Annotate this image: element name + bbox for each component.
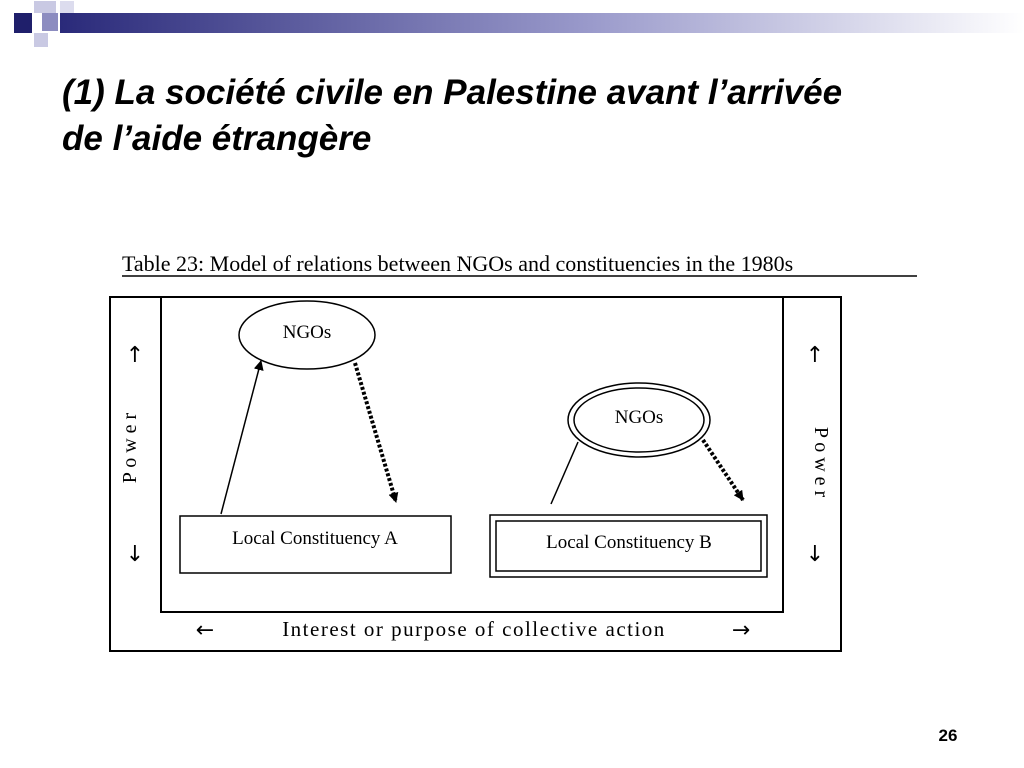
power-left-up-arrow: ↑ (125, 343, 145, 368)
power-left-down-arrow: ↓ (125, 542, 145, 567)
power-right-label: P o w e r (810, 426, 832, 498)
slide-title-line-2: de l’aide étrangère (62, 119, 372, 158)
dotted-arrow-a (355, 363, 396, 502)
axis-right-arrow: → (731, 618, 751, 643)
ngo-node-b-label: NGOs (614, 407, 664, 428)
diagram-caption: Table 23: Model of relations between NGOs and constituencies in the 1980s (122, 251, 794, 276)
power-axis-right (806, 343, 832, 567)
axis-left-arrow: ← (195, 618, 215, 643)
constituency-a-label: Local Constituency A (232, 528, 398, 549)
power-left-label: P o w e r (119, 412, 141, 484)
outer-frame (110, 297, 841, 651)
collective-action-axis (196, 617, 750, 643)
power-axis-left (119, 343, 144, 567)
collective-action-label: Interest or purpose of collective action (282, 617, 666, 641)
constituency-b-label: Local Constituency B (546, 532, 712, 553)
influence-line-b (551, 442, 578, 504)
ngo-node-a-label: NGOs (282, 322, 332, 343)
influence-arrow-a (221, 361, 261, 514)
power-right-up-arrow: ↑ (805, 343, 825, 368)
dotted-arrow-b (703, 440, 743, 500)
power-right-down-arrow: ↓ (805, 542, 825, 567)
page-number: 26 (938, 726, 958, 745)
slide-title-line-1: (1) La société civile en Palestine avant l’arrivée (62, 73, 843, 112)
